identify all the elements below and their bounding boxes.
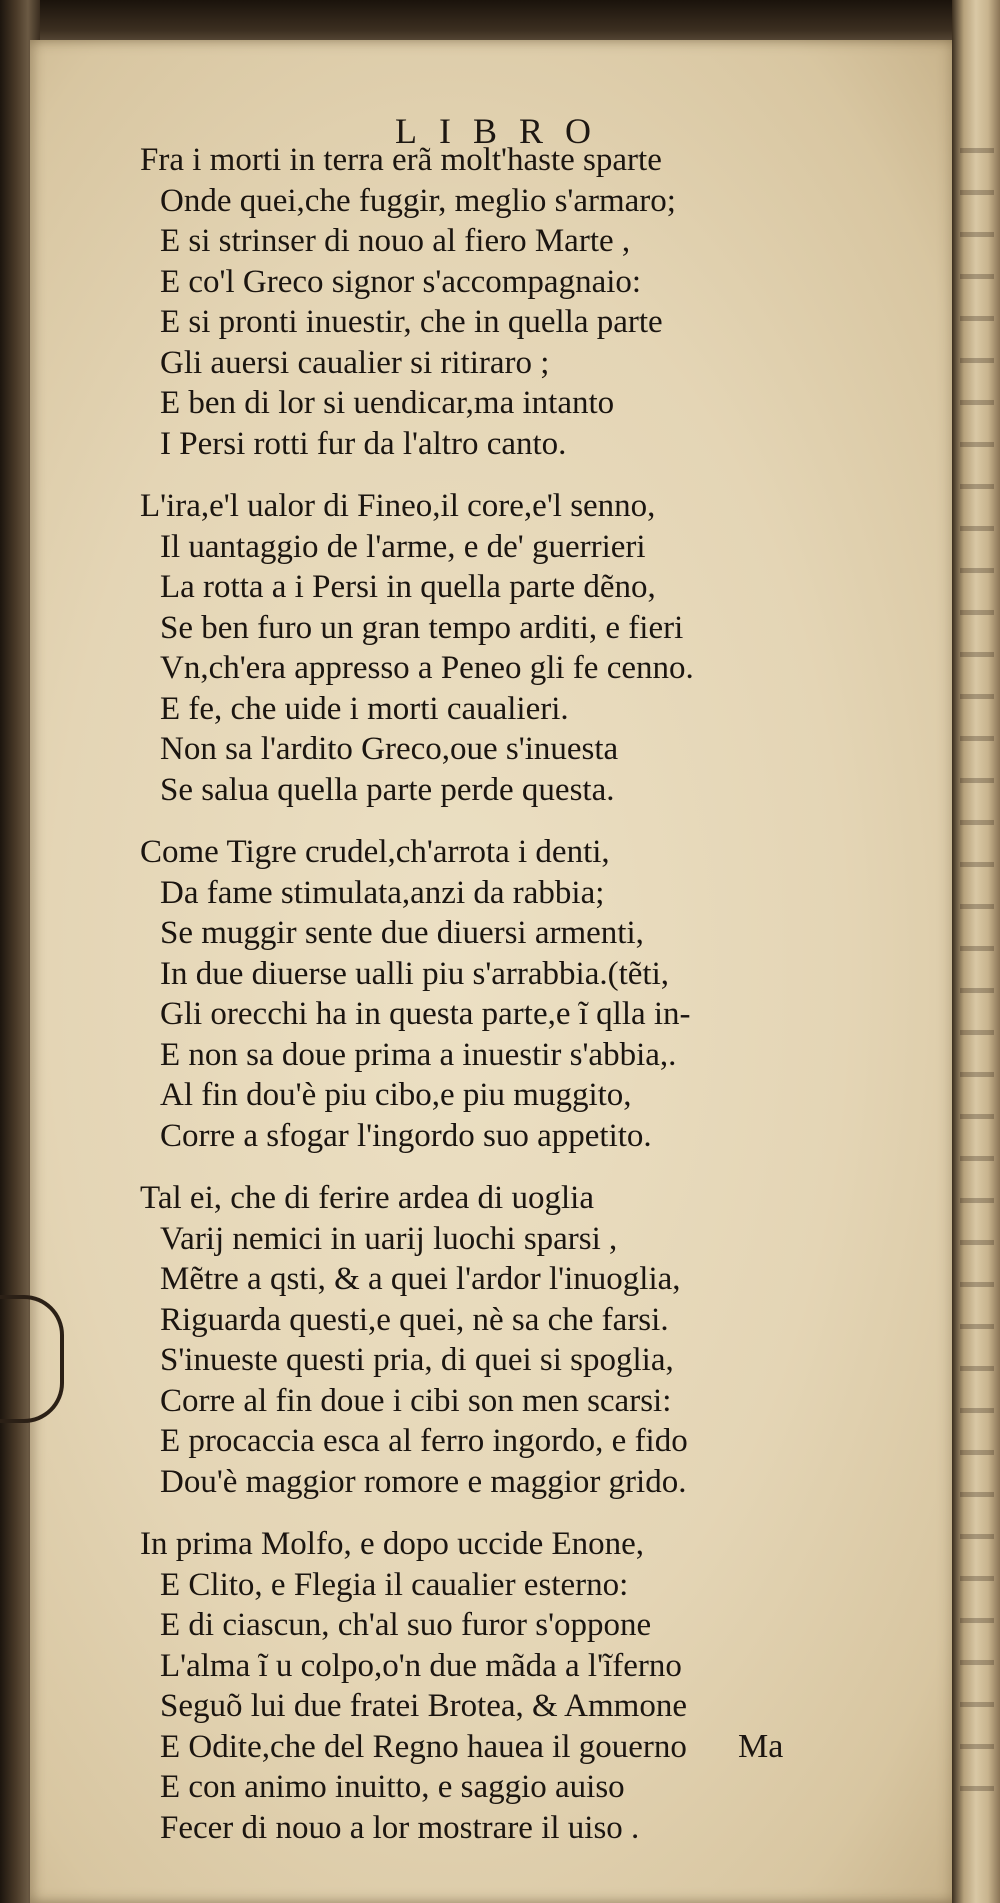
- verse-line: Mẽtre a qsti, & a quei l'ardor l'inuoglia,: [160, 1261, 681, 1297]
- verse-line: Gli auersi caualier si ritiraro ;: [160, 344, 550, 381]
- verse-line: Seguõ lui due fratei Brotea, & Ammone: [160, 1688, 687, 1724]
- binding-string: [0, 1295, 64, 1423]
- verse-line: Se muggir sente due diuersi armenti,: [160, 915, 644, 951]
- verse-line: La rotta a i Persi in quella parte dẽno,: [160, 569, 656, 605]
- verse-line: E co'l Greco signor s'accompagnaio:: [160, 263, 642, 300]
- verse-line: In prima Molfo, e dopo uccide Enone,: [140, 1526, 645, 1562]
- verse-line: E ben di lor si uendicar,ma intanto: [160, 385, 615, 421]
- next-page-text-fragment: [960, 120, 994, 1820]
- verse-line: Dou'è maggior romore e maggior grido.: [160, 1463, 687, 1500]
- verse-line: Corre al fin doue i cibi son men scarsi:: [160, 1382, 672, 1419]
- verse-line: Come Tigre crudel,ch'arrota i denti,: [140, 834, 610, 870]
- verse-line: E procaccia esca al ferro ingordo, e fido: [160, 1423, 688, 1459]
- verse-line: S'inueste questi pria, di quei si spoglia,: [160, 1342, 674, 1378]
- poem-text: [140, 140, 860, 1870]
- verse-line: Gli orecchi ha in questa parte,e ĩ qlla in-: [160, 996, 691, 1032]
- verse-line: Fra i morti in terra erã molt'haste sparte: [140, 142, 662, 178]
- stanza: [140, 140, 860, 464]
- verse-line: E Odite,che del Regno hauea il gouerno: [160, 1728, 687, 1765]
- verse-line: E con animo inuitto, e saggio auiso: [160, 1769, 625, 1805]
- next-page-edge: [952, 0, 1000, 1903]
- verse-line: E non sa doue prima a inuestir s'abbia,.: [160, 1036, 677, 1073]
- verse-line: L'ira,e'l ualor di Fineo,il core,e'l senno,: [140, 488, 656, 524]
- stanza: [140, 486, 860, 810]
- page-header: LIBRO: [395, 111, 613, 151]
- verse-line: Riguarda questi,e quei, nè sa che farsi.: [160, 1301, 669, 1338]
- verse-line: Non sa l'ardito Greco,oue s'inuesta: [160, 731, 619, 767]
- verse-line: Varij nemici in uarij luochi sparsi ,: [160, 1220, 618, 1257]
- verse-line: Il uantaggio de l'arme, e de' guerrieri: [160, 528, 646, 565]
- catchword: Ma: [738, 1728, 784, 1765]
- verse-line: E si strinser di nouo al fiero Marte ,: [160, 223, 631, 259]
- verse-line: Al fin dou'è piu cibo,e piu muggito,: [160, 1077, 632, 1113]
- verse-line: Tal ei, che di ferire ardea di uoglia: [140, 1180, 594, 1216]
- stanza: [140, 832, 860, 1156]
- verse-line: L'alma ĩ u colpo,o'n due mãda a l'ĩferno: [160, 1647, 682, 1684]
- verse-line: Se salua quella parte perde questa.: [160, 771, 615, 808]
- verse-line: E Clito, e Flegia il caualier esterno:: [160, 1566, 629, 1603]
- verse-line: Fecer di nouo a lor mostrare il uiso .: [160, 1809, 640, 1846]
- verse-line: E di ciascun, ch'al suo furor s'oppone: [160, 1607, 652, 1643]
- verse-line: E si pronti inuestir, che in quella parte: [160, 304, 663, 340]
- stanza: [140, 1524, 860, 1848]
- verse-line: Da fame stimulata,anzi da rabbia;: [160, 874, 605, 911]
- verse-line: In due diuerse ualli piu s'arrabbia.(tẽti,: [160, 955, 670, 992]
- verse-line: E fe, che uide i morti caualieri.: [160, 690, 569, 727]
- verse-line: Corre a sfogar l'ingordo suo appetito.: [160, 1117, 652, 1154]
- verse-line: I Persi rotti fur da l'altro canto.: [160, 425, 567, 462]
- verse-line: Vn,ch'era appresso a Peneo gli fe cenno.: [160, 650, 694, 686]
- stanza: [140, 1178, 860, 1502]
- verse-line: Se ben furo un gran tempo arditi, e fieri: [160, 609, 684, 646]
- verse-line: Onde quei,che fuggir, meglio s'armaro;: [160, 182, 676, 219]
